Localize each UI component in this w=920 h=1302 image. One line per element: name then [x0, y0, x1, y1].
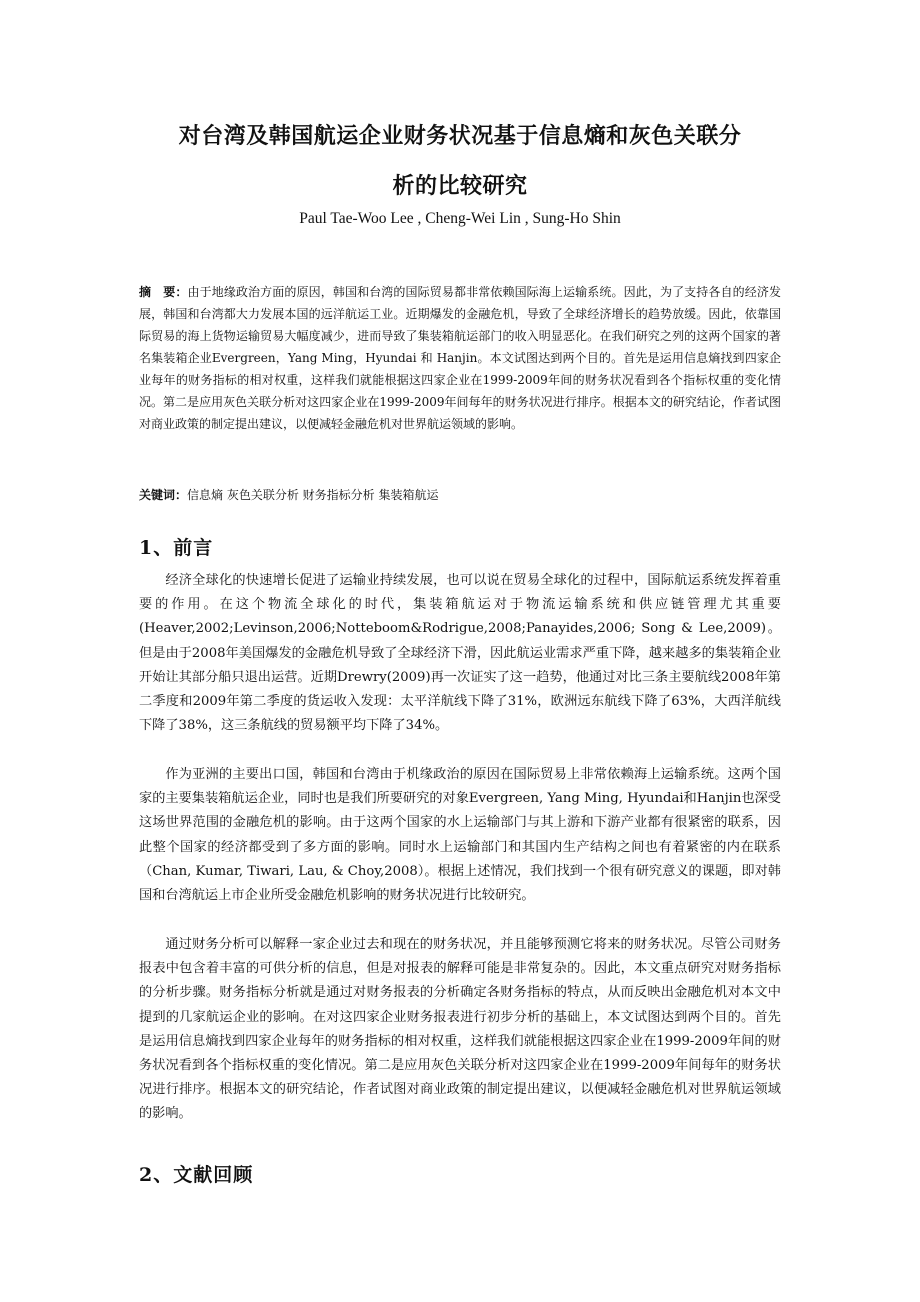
intro-paragraph-3: 通过财务分析可以解释一家企业过去和现在的财务状况，并且能够预测它将来的财务状况。尽管公司财务报表中包含着丰富的可供分析的信息，但是对报表的解释可能是非常复杂的。因此，本文重点研究对财务指标的分析步骤。财务指标分析就是通过对财务报表的分析确定各财务指标的特点，从而反映出金融危机对本文中提到的几家航运企业的影响。在对这四家企业财务报表进行初步分析的基础上，本文试图达到两个目的。首先是运用信息熵找到四家企业每年的财务指标的相对权重，这样我们就能根据这四家企业在1999-2009年间的财务状况看到各个指标权重的变化情况。第二是应用灰色关联分析对这四家企业在1999-2009年间每年的财务状况进行排序。根据本文的研究结论，作者试图对商业政策的制定提出建议，以便减轻金融危机对世界航运领域的影响。 [139, 937, 781, 1122]
title-line-2: 析的比较研究 [392, 174, 528, 199]
title-line-1: 对台湾及韩国航运企业财务状况基于信息熵和灰色关联分 [178, 124, 742, 149]
abstract-text: 由于地缘政治方面的原因，韩国和台湾的国际贸易都非常依赖国际海上运输系统。因此，为了支持各自的经济发展，韩国和台湾都大力发展本国的远洋航运工业。近期爆发的金融危机，导致了全球经济增长的趋势放缓。因此，依靠国际贸易的海上货物运输贸易大幅度减少，进而导致了集装箱航运部门的收入明显恶化。在我们研究之列的这两个国家的著名集装箱企业Evergreen，Yang Ming，Hyundai 和 Hanjin。本文试图达到两个目的。首先是运用信息熵找到四家企业每年的财务指标的相对权重，这样我们就能根据这四家企业在1999-2009年间的财务状况看到各个指标权重的变化情况。第二是应用灰色关联分析对这四家企业在1999-2009年间每年的财务状况进行排序。根据本文的研究结论，作者试图对商业政策的制定提出建议，以便减轻金融危机对世界航运领域的影响。 [139, 285, 781, 431]
authors: Paul Tae-Woo Lee , Cheng-Wei Lin , Sung-Ho Shin [299, 210, 621, 227]
keywords [139, 484, 781, 506]
intro-paragraph-1: 经济全球化的快速增长促进了运输业持续发展，也可以说在贸易全球化的过程中，国际航运系统发挥着重要的作用。在这个物流全球化的时代，集装箱航运对于物流运输系统和供应链管理尤其重要(Heaver,2002;Levinson,2006;Notteboom&Rodrigue,2008;Panayides,2006; Song & Lee,2009)。但是由于2008年美国爆发的金融危机导致了全球经济下滑，因此航运业需求严重下降，越来越多的集装箱企业开始让其部分船只退出运营。近期Drewry(2009)再一次证实了这一趋势，他通过对比三条主要航线2008年第二季度和2009年第二季度的货运收入发现：太平洋航线下降了31%，欧洲远东航线下降了63%，大西洋航线下降了38%，这三条航线的贸易额平均下降了34%。 [139, 573, 781, 734]
section-heading-literature-review: 2、文献回顾 [139, 1164, 254, 1186]
keywords-text: 信息熵 灰色关联分析 财务指标分析 集装箱航运 [187, 488, 439, 502]
intro-paragraph-2: 作为亚洲的主要出口国，韩国和台湾由于机缘政治的原因在国际贸易上非常依赖海上运输系统。这两个国家的主要集装箱航运企业，同时也是我们所要研究的对象Evergreen, Yang Ming, Hyundai和Hanjin也深受这场世界范围的金融危机的影响。由于这两个国家的水上运输部门与其上游和下游产业都有很紧密的联系，因此整个国家的经济都受到了多方面的影响。同时水上运输部门和其国内生产结构之间也有着紧密的内在联系（Chan, Kumar, Tiwari, Lau, & Choy,2008）。根据上述情况，我们找到一个很有研究意义的课题，即对韩国和台湾航运上市企业所受金融危机影响的财务状况进行比较研究。 [139, 767, 781, 904]
keywords-label: 关键词： [139, 488, 188, 502]
abstract-label: 摘 要： [139, 285, 188, 299]
paper-title [100, 112, 820, 212]
section-heading-introduction: 1、前言 [139, 537, 214, 559]
abstract [139, 281, 781, 435]
